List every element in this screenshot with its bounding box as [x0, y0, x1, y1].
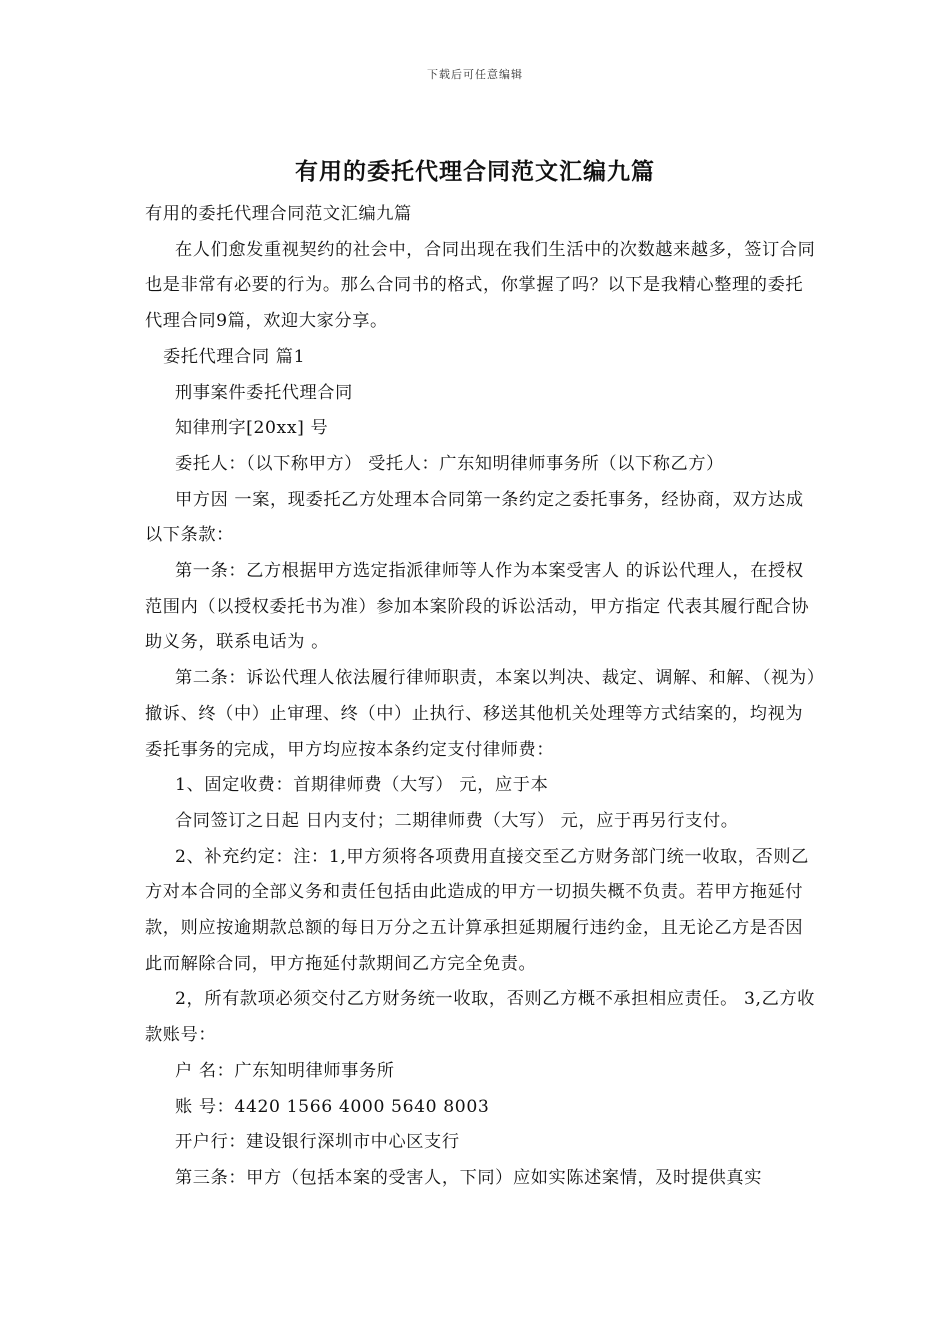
paragraph-intro: 在人们愈发重视契约的社会中，合同出现在我们生活中的次数越来越多，签订合同也是非常有必要的行为。那么合同书的格式，你掌握了吗？以下是我精心整理的委托代理合同9篇，欢迎大家分享。	[145, 239, 816, 332]
document-body	[145, 197, 820, 1197]
paragraph-article-3: 第三条：甲方（包括本案的受害人，下同）应如实陈述案情，及时提供真实	[175, 1167, 762, 1188]
paragraph-bank: 开户行：建设银行深圳市中心区支行	[175, 1132, 460, 1153]
paragraph-supplementary: 2、补充约定：注：1,甲方须将各项费用直接交至乙方财务部门统一收取，否则乙方对本合同的全部义务和责任包括由此造成的甲方一切损失概不负责。若甲方拖延付款，则应按逾期款总额的每日万分之五计算承担延期履行违约金，且无论乙方是否因此而解除合同，甲方拖延付款期间乙方完全免责。	[145, 846, 809, 974]
paragraph-section-heading: 委托代理合同 篇1	[163, 346, 306, 367]
paragraph-payment-collection: 2，所有款项必须交付乙方财务统一收取，否则乙方概不承担相应责任。 3,乙方收款账号：	[145, 989, 815, 1046]
paragraph-fee-schedule: 合同签订之日起 日内支付；二期律师费（大写） 元，应于再另行支付。	[175, 810, 739, 831]
paragraph-fixed-fee: 1、固定收费：首期律师费（大写） 元，应于本	[175, 775, 549, 796]
paragraph-article-1: 第一条：乙方根据甲方选定指派律师等人作为本案受害人 的诉讼代理人，在授权范围内（以授权委托书为准）参加本案阶段的诉讼活动，甲方指定 代表其履行配合协助义务，联系电话为 。	[145, 561, 810, 653]
paragraph-contract-name: 刑事案件委托代理合同	[175, 382, 353, 403]
page-header-note: 下载后可任意编辑	[427, 68, 523, 81]
paragraph-preamble: 甲方因 一案，现委托乙方处理本合同第一条约定之委托事务，经协商，双方达成以下条款：	[145, 489, 804, 546]
paragraph-article-2: 第二条：诉讼代理人依法履行律师职责，本案以判决、裁定、调解、和解、（视为）撤诉、终（中）止审理、终（中）止执行、移送其他机关处理等方式结案的，均视为委托事务的完成，甲方均应按本条约定支付律师费：	[145, 668, 816, 760]
paragraph-account-number: 账 号：4420 1566 4000 5640 8003	[175, 1096, 490, 1117]
paragraph-account-name: 户 名：广东知明律师事务所	[175, 1060, 395, 1081]
paragraph-subtitle: 有用的委托代理合同范文汇编九篇	[145, 204, 412, 224]
document-title: 有用的委托代理合同范文汇编九篇	[295, 158, 655, 185]
paragraph-contract-number: 知律刑字[20xx] 号	[175, 418, 329, 439]
paragraph-parties: 委托人：（以下称甲方） 受托人：广东知明律师事务所（以下称乙方）	[175, 453, 724, 474]
